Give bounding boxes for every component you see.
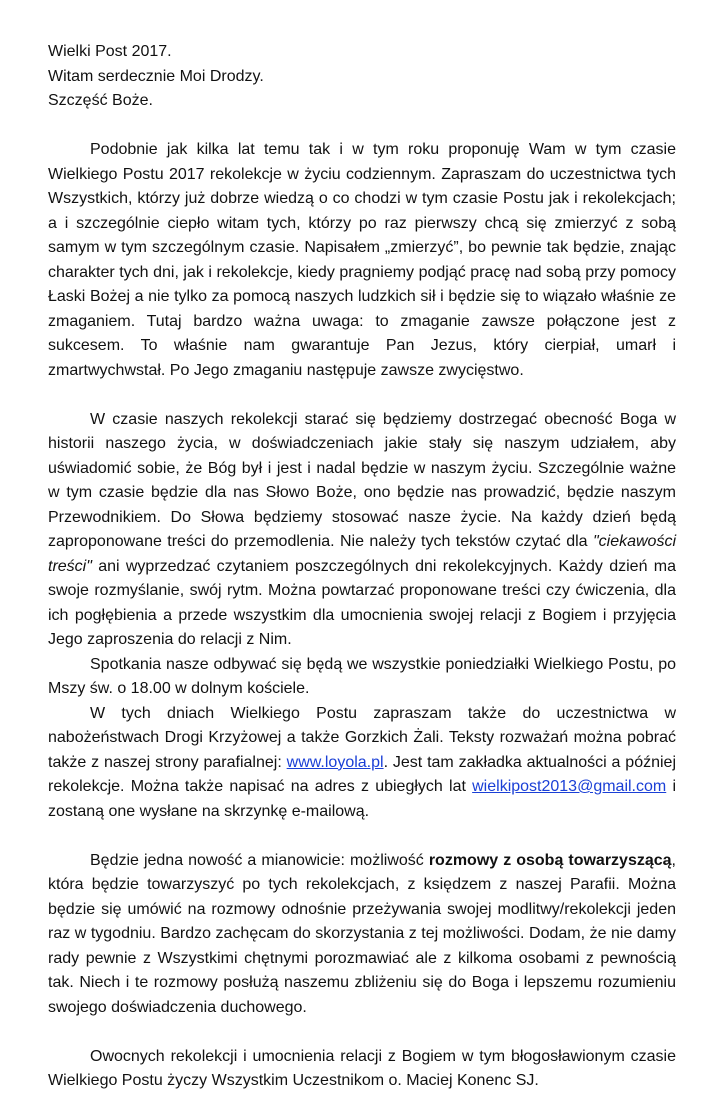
paragraph-6: Owocnych rekolekcji i umocnienia relacji z Bogiem w tym błogosławionym czasie Wielkiego Postu życzy Wszystkim Uczestnikom o. Maciej Konenc SJ. (48, 1047, 676, 1089)
paragraph-4 (48, 702, 676, 825)
paragraph-5-text-b: , która będzie towarzyszyć po tych rekolekcjach, z księdzem z naszej Parafii. Można będzie się umówić na rozmowy odnośnie przeżywania swojej modlitwy/rekolekcji jeden raz w tygodniu. Bardzo zachęcam do skorzystania z tej możliwości. Dodam, że nie damy rady pewnie z Wszystkimi chętnymi porozmawiać ale z kilkoma osobami z pewnością tak. Niech i te rozmowy posłużą naszemu zbliżeniu się do Boga i lepszemu rozumieniu swojego doświadczenia duchowego. (48, 851, 676, 1016)
paragraph-2-text-b: ani wyprzedzać czytaniem poszczególnych dni rekolekcyjnych. Każdy dzień ma swoje rozmyślanie, swój rytm. Można powtarzać proponowane treści czy ćwiczenia, dla ich pogłębienia a przede wszystkim dla umocnienia swojej relacji z Bogiem i przyjęcia Jego zaproszenia do relacji z Nim. (48, 557, 676, 648)
paragraph-2-italic: "ciekawości treści" (48, 533, 676, 575)
email-link[interactable]: wielkipost2013@gmail.com (472, 778, 667, 795)
header-line-2: Witam serdecznie Moi Drodzy. (48, 67, 264, 85)
paragraph-5-bold: rozmowy z osobą towarzyszącą (428, 851, 672, 869)
spacer (48, 824, 676, 849)
paragraph-5-text-a: Będzie jedna nowość a mianowicie: możliwość (90, 851, 429, 869)
paragraph-4-text-b: . Jest tam zakładka aktualności a później rekolekcje. Można także napisać na adres z ubiegłych lat (48, 753, 676, 795)
spacer (48, 114, 676, 139)
header-line-1: Wielki Post 2017. (48, 43, 172, 60)
header-line-3: Szczęść Boże. (48, 92, 153, 109)
paragraph-4-text-c: i zostaną one wysłane na skrzynkę e-mailową. (48, 778, 677, 820)
paragraph-3: Spotkania nasze odbywać się będą we wszystkie poniedziałki Wielkiego Postu, po Mszy św. o 18.00 w dolnym kościele. (48, 655, 676, 697)
paragraph-1: Podobnie jak kilka lat temu tak i w tym roku proponuję Wam w tym czasie Wielkiego Postu 2017 rekolekcje w życiu codziennym. Zapraszam do uczestnictwa tych Wszystkich, którzy już dobrze wiedzą o co chodzi w tym czasie Postu jak i rekolekcjach; a i szczególnie ciepło witam tych, którzy po raz pierwszy chcą się zmierzyć z sobą samym w tym szczególnym czasie. Napisałem „zmierzyć”, bo pewnie tak będzie, znając charakter tych dni, jak i rekolekcje, kiedy pragniemy podjąć pracę nad sobą przy pomocy Łaski Bożej a nie tylko za pomocą naszych ludzkich sił i będzie się to wiązało właśnie ze zmaganiem. Tutaj bardzo ważna uwaga: to zmaganie zawsze połączone jest z sukcesem. To właśnie nam gwarantuje Pan Jezus, który cierpiał, umarł i zmartwychwstał. Po Jego zmaganiu następuje zawsze zwycięstwo. (48, 141, 676, 379)
spacer (48, 383, 676, 408)
paragraph-4-text-a: W tych dniach Wielkiego Postu zapraszam także do uczestnictwa w nabożeństwach Drogi Krzyżowej a także Gorzkich Żali. Teksty rozważań można pobrać także z naszej strony parafialnej: (48, 704, 676, 771)
paragraph-5 (48, 849, 676, 1021)
parish-website-link[interactable]: www.loyola.pl (286, 753, 384, 771)
paragraph-2-text-a: W czasie naszych rekolekcji starać się będziemy dostrzegać obecność Boga w historii naszego życia, w doświadczeniach jakie stały się naszym udziałem, aby uświadomić sobie, że Bóg był i jest i nadal będzie w naszym życiu. Szczególnie ważne w tym czasie będzie dla nas Słowo Boże, ono będzie nas prowadzić, będzie naszym Przewodnikiem. Do Słowa będziemy stosować nasze życie. Na każdy dzień będą zaproponowane treści do przemodlenia. Nie należy tych tekstów czytać dla (48, 410, 676, 550)
paragraph-2 (48, 408, 676, 653)
